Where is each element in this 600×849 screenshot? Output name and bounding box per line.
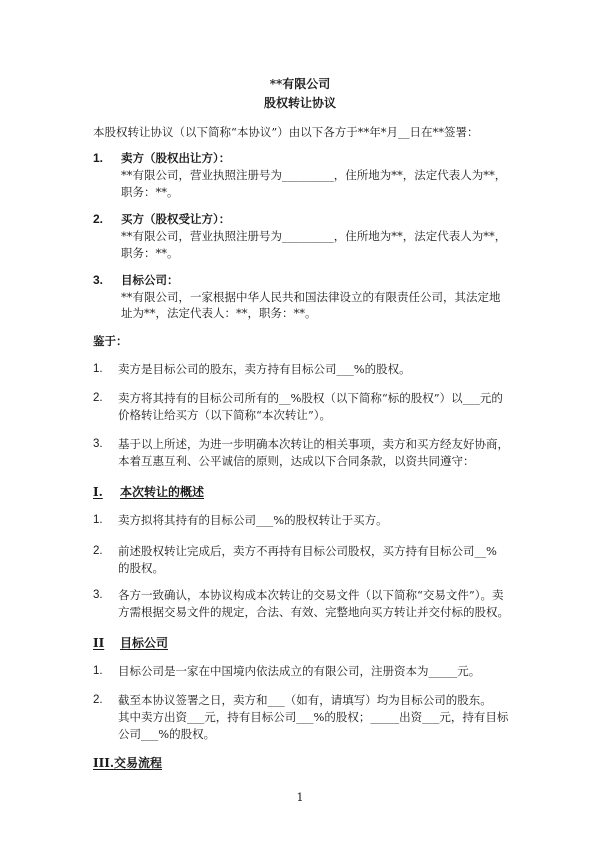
party-1-number: 1.: [93, 151, 104, 165]
whereas-2-line-2: 价格转让给买方（以下简称“本次转让”）。: [118, 408, 332, 422]
section-1-numeral: I.: [93, 485, 103, 499]
page-number: 1: [296, 791, 304, 804]
section-1-heading: 本次转让的概述: [120, 485, 205, 499]
section-1-item-1-line-1: 卖方拟将其持有的目标公司___%的股权转让于买方。: [118, 513, 388, 527]
section-2-numeral: II: [93, 636, 105, 650]
section-2-item-2-line-2: 其中卖方出资___元，持有目标公司___%的股权；_____出资___元，持有目标: [118, 710, 509, 724]
party-3-heading: 目标公司：: [121, 273, 179, 287]
section-2-item-2-line-1: 截至本协议签署之日，卖方和___（如有，请填写）均为目标公司的股东。: [118, 693, 492, 707]
whereas-2-line-1: 卖方将其持有的目标公司所有的__%股权（以下简称“标的股权”）以___元的: [118, 391, 503, 405]
whereas-1-line-1: 卖方是目标公司的股东，卖方持有目标公司___%的股权。: [118, 362, 411, 376]
whereas-3-number: 3.: [93, 438, 103, 450]
section-2-heading: 目标公司: [120, 636, 169, 650]
section-2-item-1-line-1: 目标公司是一家在中国境内依法成立的有限公司，注册资本为_____元。: [118, 664, 481, 678]
company-name: **有限公司: [269, 77, 331, 91]
section-1-item-2-number: 2.: [93, 545, 103, 557]
party-2-number: 2.: [93, 212, 104, 226]
section-1-item-2-line-1: 前述股权转让完成后，卖方不再持有目标公司股权，买方持有目标公司__%: [118, 544, 497, 558]
whereas-3-line-2: 本着互惠互利、公平诚信的原则，达成以下合同条款，以资共同遵守：: [118, 454, 475, 468]
section-1-item-1-number: 1.: [93, 514, 103, 526]
section-3-heading: 交易流程: [114, 756, 163, 770]
whereas-heading: 鉴于：: [93, 334, 128, 348]
whereas-2-number: 2.: [93, 392, 103, 404]
whereas-1-number: 1.: [93, 363, 103, 375]
section-1-item-3-number: 3.: [93, 589, 103, 601]
section-1-item-3-line-2: 方需根据交易文件的规定，合法、有效、完整地向买方转让并交付标的股权。: [118, 605, 509, 619]
party-1-heading: 卖方（股权出让方）：: [121, 151, 231, 165]
party-2-heading: 买方（股权受让方）：: [121, 212, 231, 226]
section-2-item-2-line-3: 公司___%的股权。: [118, 727, 216, 741]
party-3-line-2: 址为**，法定代表人：**，职务：**。: [121, 306, 317, 320]
party-2-line-1: **有限公司，营业执照注册号为_________，住所地为**，法定代表人为**，: [121, 229, 507, 243]
section-3-numeral: III.: [93, 756, 115, 770]
section-1-item-2-line-2: 的股权。: [118, 561, 164, 575]
whereas-3-line-1: 基于以上所述，为进一步明确本次转让的相关事项，卖方和买方经友好协商，: [118, 437, 509, 451]
party-1-line-2: 职务：**。: [121, 185, 179, 199]
party-3-line-1: **有限公司，一家根据中华人民共和国法律设立的有限责任公司，其法定地: [121, 290, 501, 304]
party-2-line-2: 职务：**。: [121, 246, 179, 260]
party-1-line-1: **有限公司，营业执照注册号为_________，住所地为**，法定代表人为**，: [121, 168, 507, 182]
intro-paragraph: 本股权转让协议（以下简称“本协议”）由以下各方于**年*月__日在**签署：: [93, 125, 479, 139]
section-2-item-1-number: 1.: [93, 665, 103, 677]
section-2-item-2-number: 2.: [93, 694, 103, 706]
party-3-number: 3.: [93, 273, 104, 287]
section-1-item-3-line-1: 各方一致确认，本协议构成本次转让的交易文件（以下简称“交易文件”）。卖: [118, 588, 504, 602]
agreement-title: 股权转让协议: [263, 96, 336, 110]
